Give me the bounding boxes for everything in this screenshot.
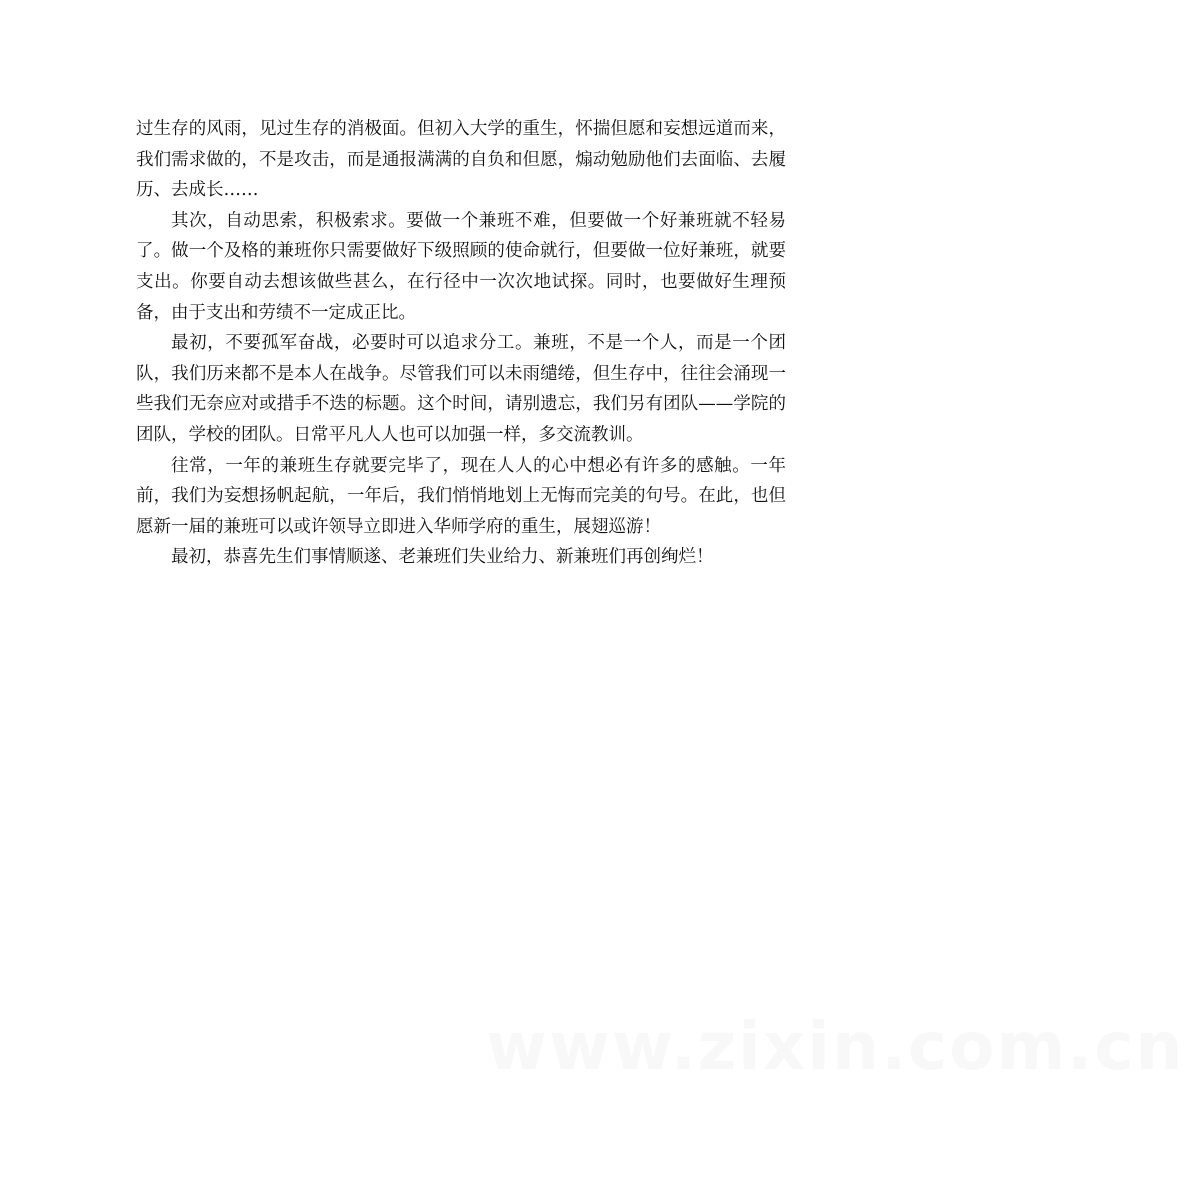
paragraph-closing: 最初，恭喜先生们事情顺遂、老兼班们失业给力、新兼班们再创绚烂！: [171, 547, 714, 568]
paragraph-year-end: 往常，一年的兼班生存就要完毕了，现在人人的心中想必有许多的感触。一年前，我们为妄想扬帆起航，一年后，我们悄悄地划上无悔而完美的句号。在此，也但愿新一届的兼班可以或许领导立即进入华师学府的重生，展翅巡游！: [136, 455, 786, 537]
watermark: www.zixin.com.cn: [486, 1008, 1184, 1085]
paragraph-teamwork: 最初，不要孤军奋战，必要时可以追求分工。兼班，不是一个人，而是一个团队，我们历来都不是本人在战争。尽管我们可以未雨缱绻，但生存中，往往会涌现一些我们无奈应对或措手不迭的标题。这个时间，请别遗忘，我们另有团队——学院的团队，学校的团队。日常平凡人人也可以加强一样，多交流教训。: [136, 333, 786, 445]
paragraph-continued: 过生存的风雨，见过生存的消极面。但初入大学的重生，怀揣但愿和妄想远道而来，我们需求做的，不是攻击，而是通报满满的自负和但愿，煽动勉励他们去面临、去履历、去成长……: [136, 119, 786, 201]
document-body: [136, 114, 786, 573]
paragraph-second: 其次，自动思索，积极索求。要做一个兼班不难，但要做一个好兼班就不轻易了。做一个及格的兼班你只需要做好下级照顾的使命就行，但要做一位好兼班，就要支出。你要自动去想该做些甚么，在行径中一次次地试探。同时，也要做好生理预备，由于支出和劳绩不一定成正比。: [136, 210, 786, 323]
